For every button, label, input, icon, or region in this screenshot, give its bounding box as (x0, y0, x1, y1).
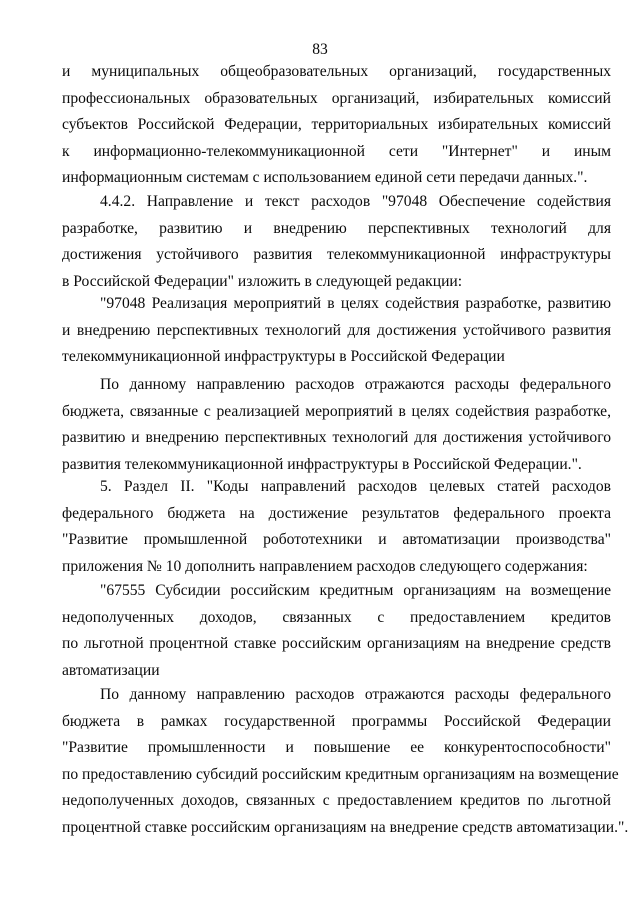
text-line: профессиональных образовательных организаций, избирательных комиссий (62, 89, 611, 107)
paragraph-3 (62, 291, 611, 371)
text-line: "Развитие промышленности и повышение ее конкурентоспособности" (62, 739, 611, 756)
text-line: развитию и внедрению перспективных технологий для достижения устойчивого (62, 429, 611, 446)
paragraph-6 (62, 578, 611, 684)
text-line: к информационно-телекоммуникационной сети "Интернет" и иным (62, 142, 611, 160)
paragraph-7 (62, 682, 629, 841)
text-line: 4.4.2. Направление и текст расходов "97048 Обеспечение содействия (100, 193, 611, 210)
text-line: "Развитие промышленной робототехники и автоматизации производства" (62, 531, 611, 548)
text-line: приложения № 10 дополнить направлением расходов следующего содержания: (62, 557, 588, 575)
text-line: бюджета, связанные с реализацией мероприятий в целях содействия разработке, (62, 402, 611, 420)
text-line: субъектов Российской Федерации, территориальных избирательных комиссий (62, 116, 611, 133)
text-line: автоматизации (62, 661, 160, 679)
text-line: достижения устойчивого развития телекоммуникационной инфраструктуры (62, 246, 611, 263)
text-line: недополученных доходов, связанных с предоставлением кредитов по льготной (62, 792, 611, 809)
text-line: развития телекоммуникационной инфраструктуры в Российской Федерации.". (62, 455, 582, 473)
text-line: в Российской Федерации" изложить в следующей редакции: (62, 272, 463, 290)
text-line: "97048 Реализация мероприятий в целях содействия разработке, развитию (100, 295, 611, 312)
text-line: недополученных доходов, связанных с предоставлением кредитов (62, 608, 611, 626)
text-line: федерального бюджета на достижение результатов федерального проекта (62, 504, 611, 522)
text-line: процентной ставке российским организациям на внедрение средств автоматизации.". (62, 818, 629, 836)
text-line: по льготной процентной ставке российским организациям на внедрение средств (62, 635, 611, 652)
text-line: бюджета в рамках государственной программы Российской Федерации (62, 712, 611, 730)
text-line: и муниципальных общеобразовательных организаций, государственных (62, 63, 611, 80)
page-number: 83 (312, 41, 328, 58)
text-line: разработке, развитию и внедрению перспективных технологий для (62, 219, 611, 237)
text-line: по предоставлению субсидий российским кредитным организациям на возмещение (62, 765, 619, 783)
text-line: 5. Раздел II. "Коды направлений расходов целевых статей расходов (100, 478, 611, 495)
text-line: телекоммуникационной инфраструктуры в Российской Федерации (62, 348, 505, 365)
text-line: По данному направлению расходов отражаются расходы федерального (100, 376, 611, 393)
text-line: "67555 Субсидии российским кредитным организациям на возмещение (100, 582, 611, 599)
paragraph-1 (62, 59, 611, 192)
text-line: По данному направлению расходов отражаются расходы федерального (100, 686, 611, 703)
paragraph-4 (62, 372, 611, 478)
text-line: и внедрению перспективных технологий для достижения устойчивого развития (62, 321, 611, 339)
paragraph-5 (62, 474, 611, 580)
text-line: информационным системам с использованием единой сети передачи данных.". (62, 169, 588, 186)
paragraph-2 (62, 189, 611, 295)
